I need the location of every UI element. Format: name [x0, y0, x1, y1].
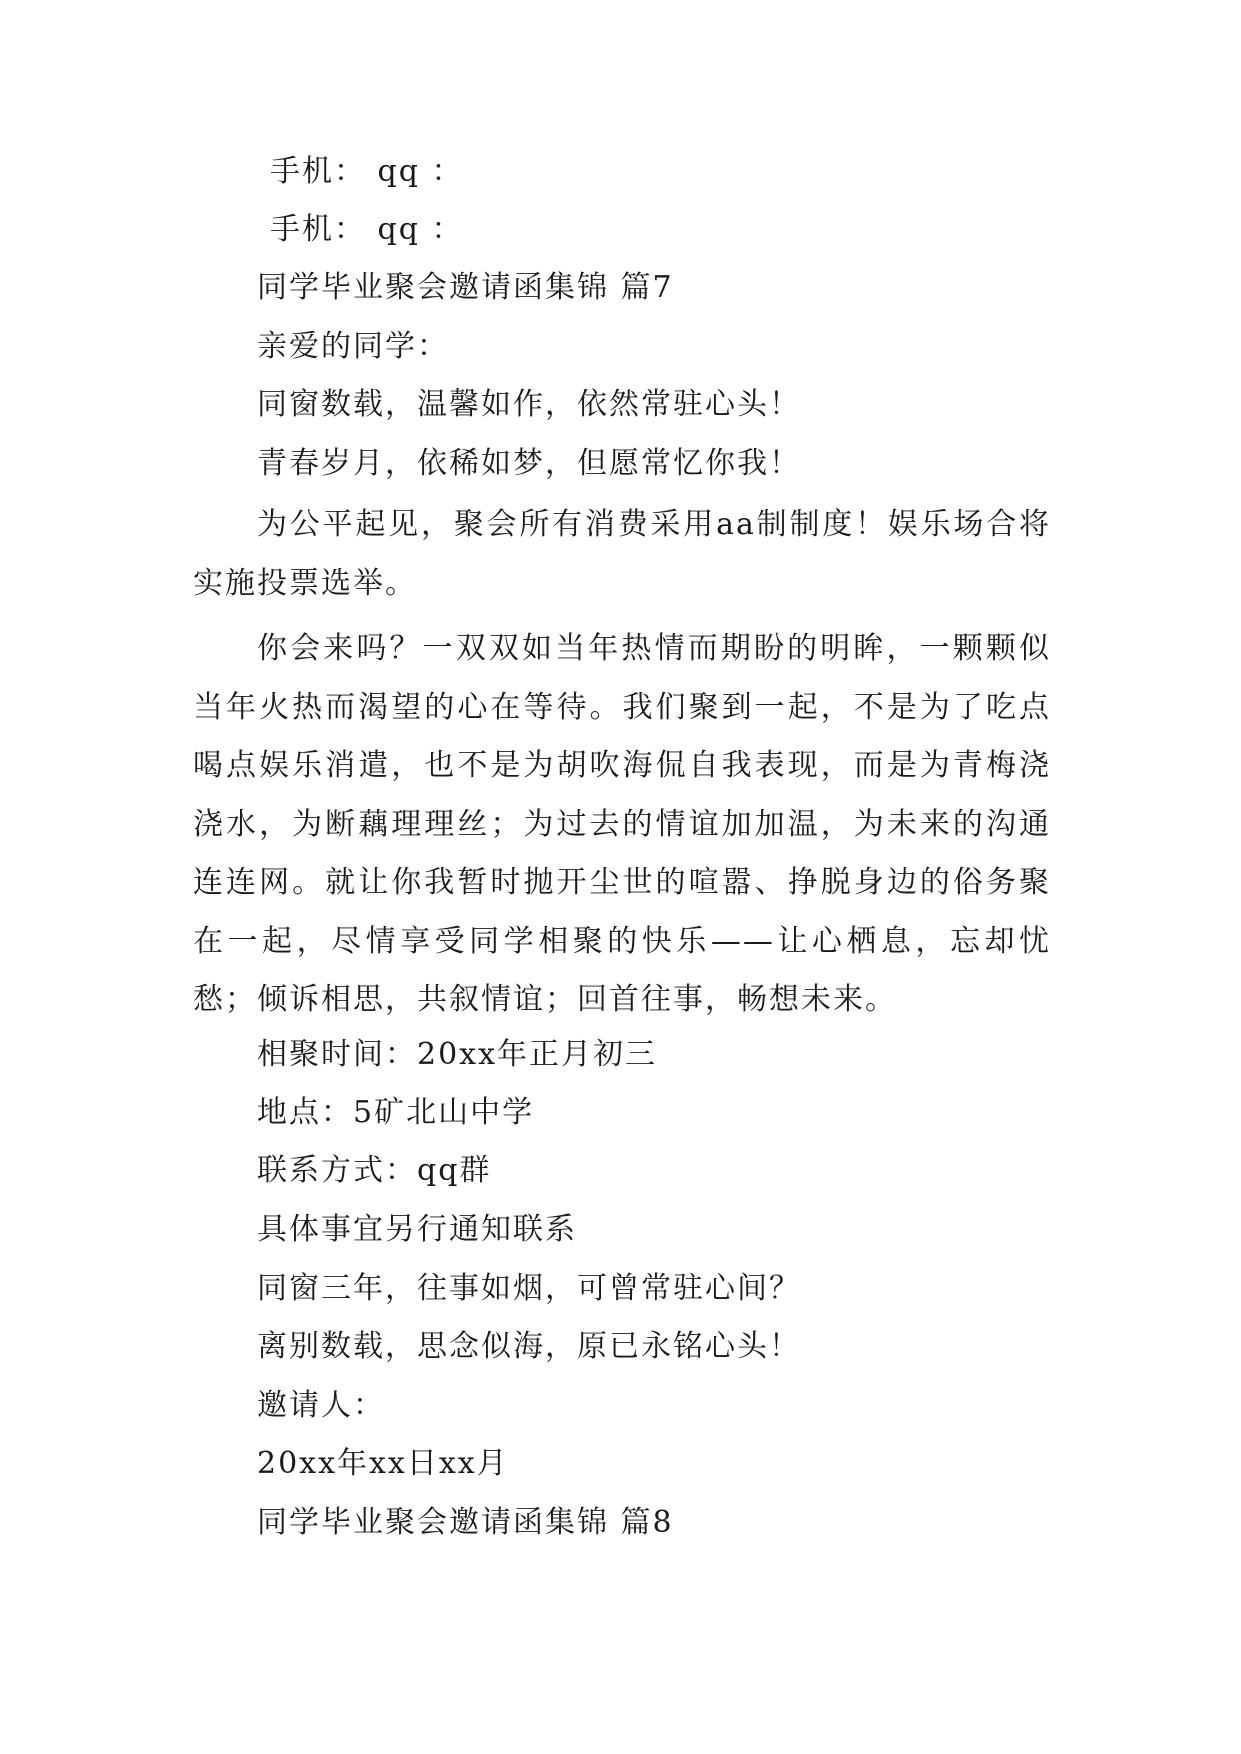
- closing-verse-1: 同窗三年，往事如烟，可曾常驻心间？: [257, 1271, 801, 1306]
- contact-line-1: 手机： qq ：: [270, 154, 464, 189]
- section-7-heading: 同学毕业聚会邀请函集锦 篇7: [257, 270, 674, 305]
- notice-line: 具体事宜另行通知联系: [257, 1212, 577, 1247]
- fairness-paragraph: 为公平起见，聚会所有消费采用aa制制度！娱乐场合将实施投票选举。: [193, 507, 1051, 601]
- gathering-time: 相聚时间：20xx年正月初三: [257, 1037, 658, 1072]
- invitation-date: 20xx年xx日xx月: [257, 1446, 509, 1481]
- contact-line-2: 手机： qq ：: [270, 212, 464, 247]
- gathering-location: 地点：5矿北山中学: [257, 1095, 535, 1130]
- salutation: 亲爱的同学：: [257, 329, 449, 364]
- closing-verse-2: 离别数载，思念似海，原已永铭心头！: [257, 1329, 801, 1364]
- opening-line-1: 同窗数载，温馨如作，依然常驻心头！: [257, 387, 801, 422]
- opening-line-2: 青春岁月，依稀如梦，但愿常忆你我！: [257, 446, 801, 481]
- section-8-heading: 同学毕业聚会邀请函集锦 篇8: [257, 1505, 674, 1540]
- inviter-label: 邀请人：: [257, 1388, 385, 1423]
- contact-method: 联系方式：qq群: [257, 1153, 492, 1188]
- invitation-paragraph: 你会来吗？一双双如当年热情而期盼的明眸，一颗颗似当年火热而渴望的心在等待。我们聚到一起，不是为了吃点喝点娱乐消遣，也不是为胡吹海侃自我表现，而是为青梅浇浇水，为断藕理理丝；为过去的情谊加加温，为未来的沟通连连网。就让你我暂时抛开尘世的喧嚣、挣脱身边的俗务聚在一起，尽情享受同学相聚的快乐——让心栖息，忘却忧愁；倾诉相思，共叙情谊；回首往事，畅想未来。: [193, 631, 1051, 1017]
